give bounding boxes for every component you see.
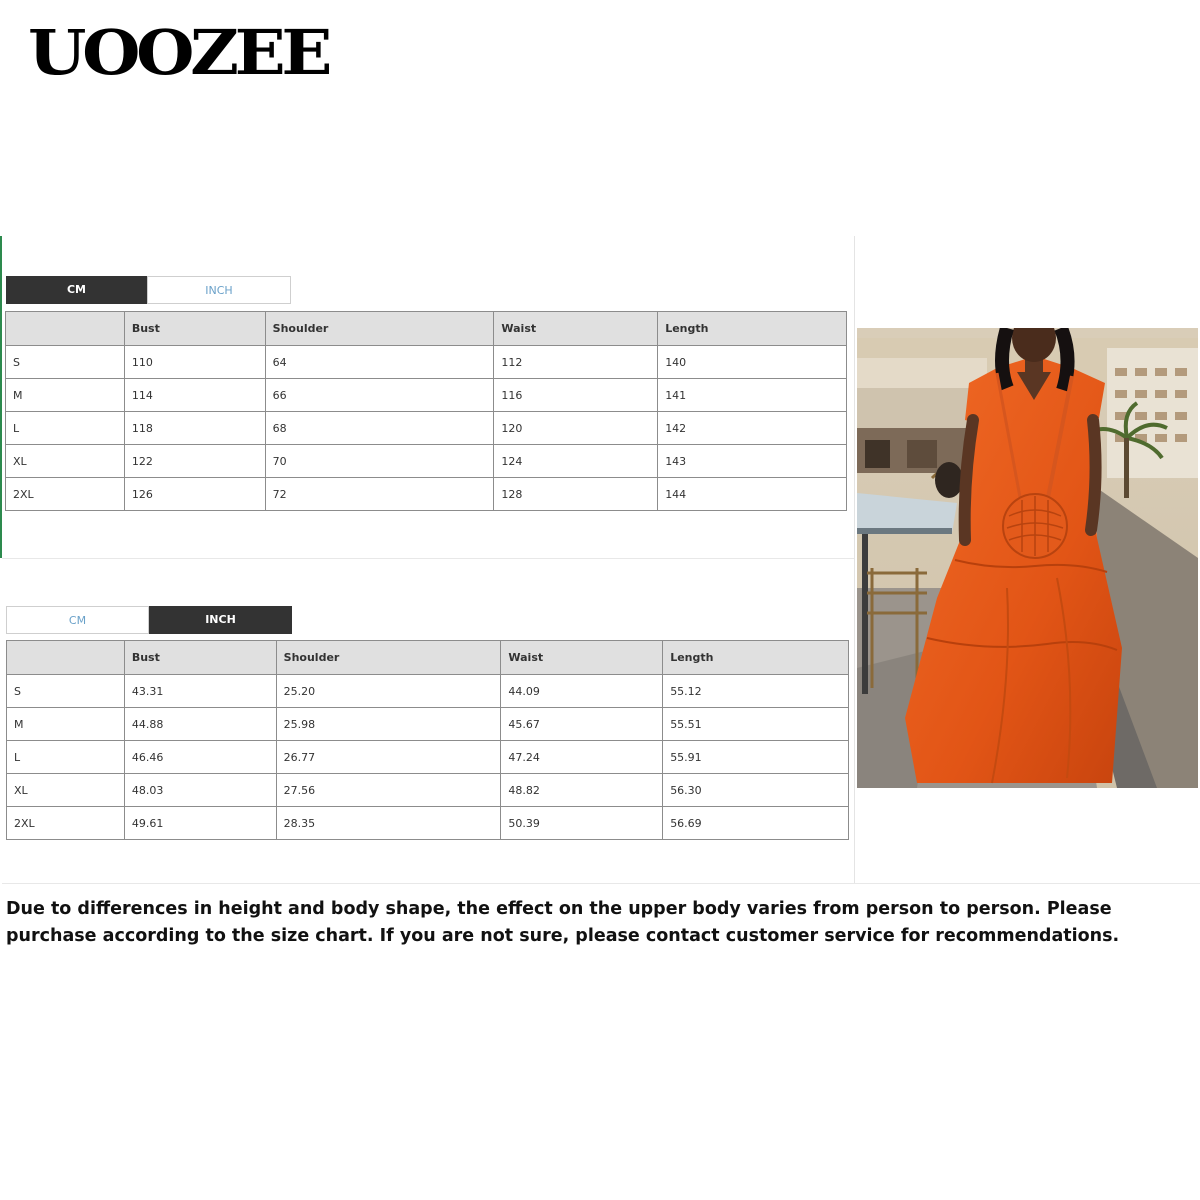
- tab-cm[interactable]: CM: [6, 606, 149, 634]
- unit-tabs-inch-section: [6, 606, 292, 634]
- table-row: [6, 379, 847, 412]
- measurement-cell: 68: [265, 412, 494, 445]
- header-waist: Waist: [494, 312, 658, 346]
- header-bust: Bust: [124, 312, 265, 346]
- table-row: [6, 478, 847, 511]
- size-disclaimer-note: Due to differences in height and body shape, the effect on the upper body varies from person to person. Please purchase according to the size chart. If you are not sure, please contact customer service for recommendations.: [6, 899, 1120, 946]
- accent-line: [0, 236, 2, 558]
- measurement-cell: 116: [494, 379, 658, 412]
- size-label-cell: XL: [6, 445, 125, 478]
- measurement-cell: 120: [494, 412, 658, 445]
- header-shoulder: Shoulder: [276, 641, 501, 675]
- unit-tabs-cm-section: [6, 276, 291, 304]
- table-row: [6, 412, 847, 445]
- table-row: [6, 346, 847, 379]
- measurement-cell: 124: [494, 445, 658, 478]
- measurement-cell: 142: [658, 412, 847, 445]
- measurement-cell: 112: [494, 346, 658, 379]
- size-table-inch: [6, 640, 849, 840]
- measurement-cell: 48.03: [124, 774, 276, 807]
- size-label-cell: 2XL: [6, 478, 125, 511]
- header-waist: Waist: [501, 641, 663, 675]
- table-row: [7, 675, 849, 708]
- brand-logo: UOOZEE: [28, 16, 329, 89]
- size-label-cell: S: [6, 346, 125, 379]
- size-label-cell: M: [7, 708, 125, 741]
- measurement-cell: 55.12: [663, 675, 849, 708]
- measurement-cell: 114: [124, 379, 265, 412]
- measurement-cell: 118: [124, 412, 265, 445]
- measurement-cell: 56.69: [663, 807, 849, 840]
- size-table-cm: [5, 311, 847, 511]
- measurement-cell: 48.82: [501, 774, 663, 807]
- header-size-column: [6, 312, 125, 346]
- measurement-cell: 56.30: [663, 774, 849, 807]
- header-size-column: [7, 641, 125, 675]
- tab-inch[interactable]: INCH: [149, 606, 292, 634]
- size-label-cell: L: [6, 412, 125, 445]
- measurement-cell: 122: [124, 445, 265, 478]
- tab-inch[interactable]: INCH: [147, 276, 291, 304]
- size-label-cell: XL: [7, 774, 125, 807]
- measurement-cell: 55.91: [663, 741, 849, 774]
- measurement-cell: 140: [658, 346, 847, 379]
- table-row: [7, 741, 849, 774]
- measurement-cell: 64: [265, 346, 494, 379]
- measurement-cell: 144: [658, 478, 847, 511]
- measurement-cell: 27.56: [276, 774, 501, 807]
- table-row: [7, 774, 849, 807]
- measurement-cell: 45.67: [501, 708, 663, 741]
- measurement-cell: 50.39: [501, 807, 663, 840]
- size-label-cell: M: [6, 379, 125, 412]
- table-header-row: [6, 312, 847, 346]
- measurement-cell: 126: [124, 478, 265, 511]
- measurement-cell: 44.88: [124, 708, 276, 741]
- measurement-cell: 47.24: [501, 741, 663, 774]
- measurement-cell: 25.98: [276, 708, 501, 741]
- measurement-cell: 49.61: [124, 807, 276, 840]
- measurement-cell: 28.35: [276, 807, 501, 840]
- section-divider: [2, 558, 854, 559]
- header-shoulder: Shoulder: [265, 312, 494, 346]
- measurement-cell: 141: [658, 379, 847, 412]
- table-header-row: [7, 641, 849, 675]
- section-divider: [2, 883, 1200, 884]
- measurement-cell: 44.09: [501, 675, 663, 708]
- size-label-cell: S: [7, 675, 125, 708]
- measurement-cell: 110: [124, 346, 265, 379]
- vertical-divider: [854, 236, 855, 884]
- product-photo: [857, 328, 1198, 788]
- table-row: [7, 807, 849, 840]
- size-label-cell: 2XL: [7, 807, 125, 840]
- measurement-cell: 72: [265, 478, 494, 511]
- measurement-cell: 143: [658, 445, 847, 478]
- table-row: [7, 708, 849, 741]
- measurement-cell: 43.31: [124, 675, 276, 708]
- measurement-cell: 46.46: [124, 741, 276, 774]
- tab-cm[interactable]: CM: [6, 276, 147, 304]
- header-length: Length: [658, 312, 847, 346]
- header-length: Length: [663, 641, 849, 675]
- measurement-cell: 66: [265, 379, 494, 412]
- measurement-cell: 25.20: [276, 675, 501, 708]
- header-bust: Bust: [124, 641, 276, 675]
- measurement-cell: 70: [265, 445, 494, 478]
- measurement-cell: 26.77: [276, 741, 501, 774]
- size-label-cell: L: [7, 741, 125, 774]
- measurement-cell: 128: [494, 478, 658, 511]
- measurement-cell: 55.51: [663, 708, 849, 741]
- table-row: [6, 445, 847, 478]
